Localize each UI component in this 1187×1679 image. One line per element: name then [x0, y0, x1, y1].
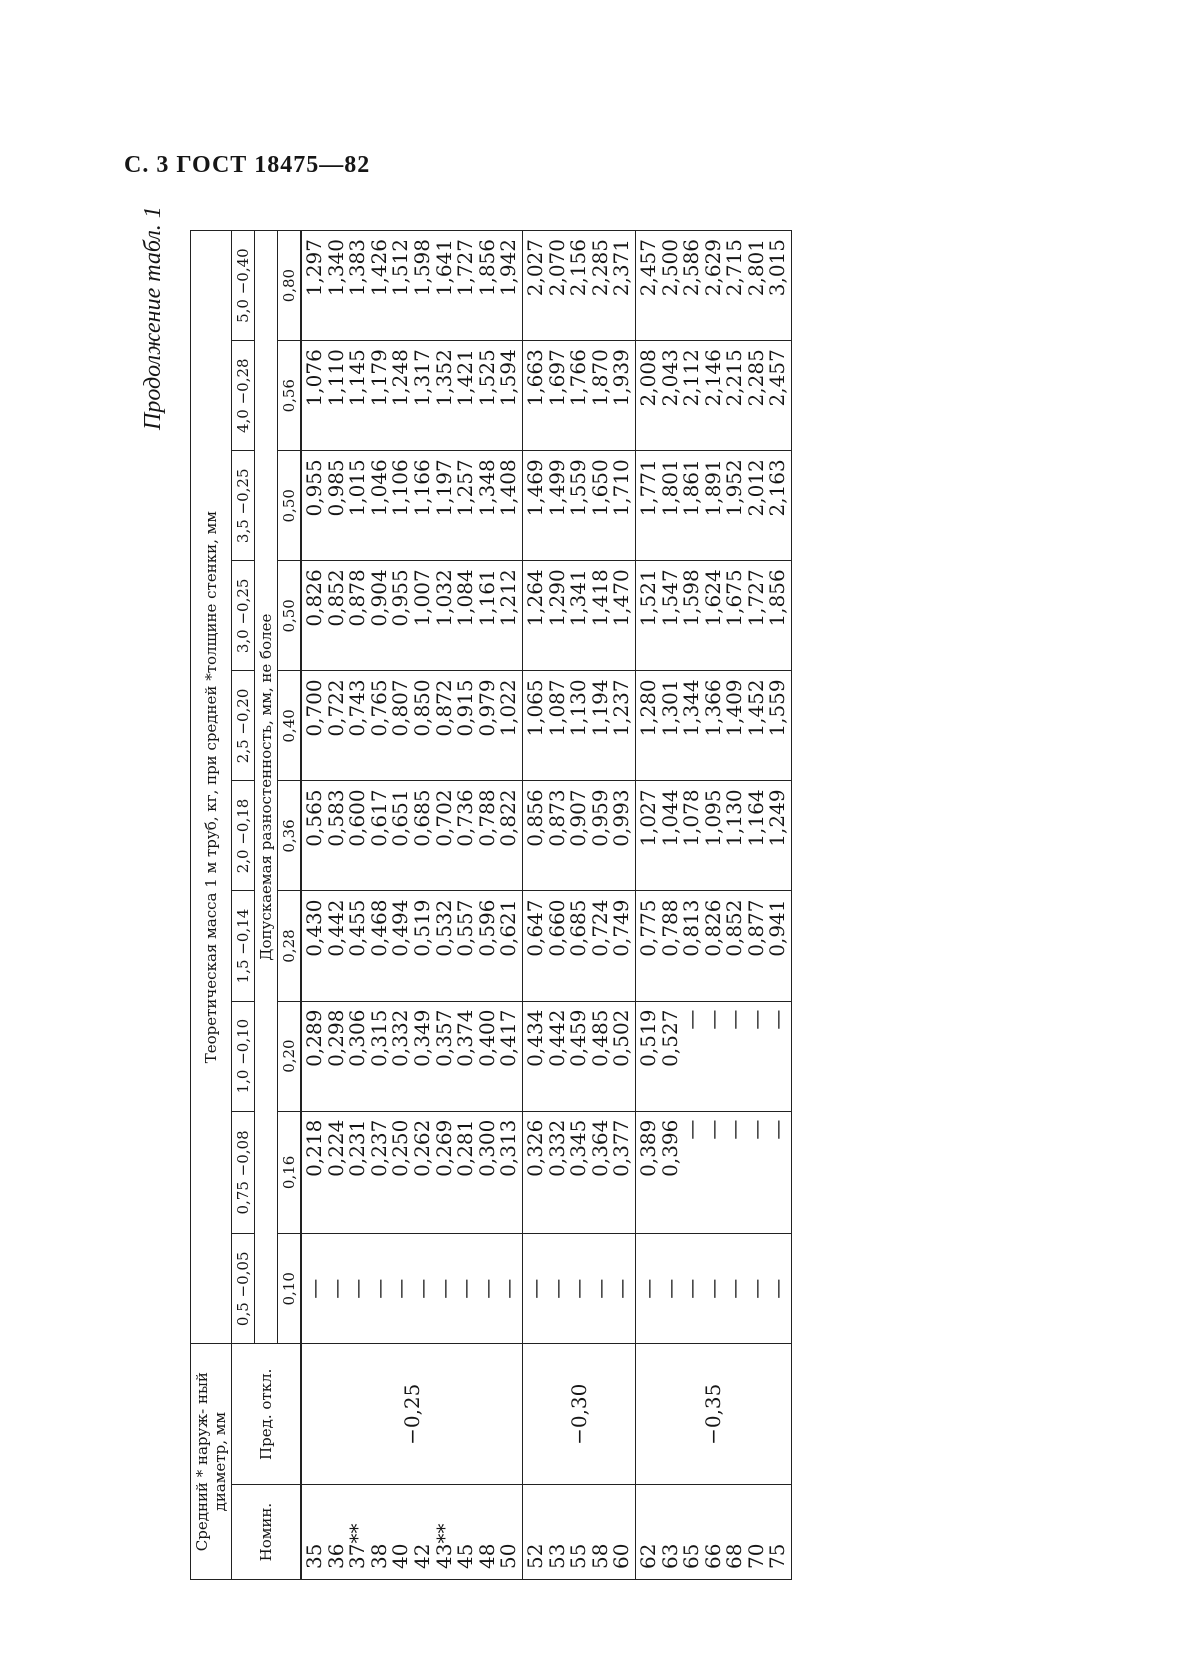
mass-column: 0,826 0,852 0,878 0,904 0,955 1,007 1,032 1,084 1,161 1,212	[301, 561, 522, 671]
mass-column: — — — — — — — — — —	[301, 1234, 522, 1344]
tolerance: −0,35	[635, 1344, 791, 1485]
page-header: С. 3 ГОСТ 18475—82	[124, 152, 371, 178]
table-row-group	[635, 231, 791, 1580]
mass-column: 1,280 1,301 1,344 1,366 1,409 1,452 1,559	[635, 671, 791, 781]
header-diff-value: 0,10	[278, 1234, 302, 1344]
mass-column: 0,434 0,442 0,459 0,485 0,502	[522, 1001, 635, 1111]
mass-column: 0,700 0,722 0,743 0,765 0,807 0,850 0,872 0,915 0,979 1,022	[301, 671, 522, 781]
mass-column: 0,326 0,332 0,345 0,364 0,377	[522, 1111, 635, 1234]
mass-column: 0,289 0,298 0,306 0,315 0,332 0,349 0,357 0,374 0,400 0,417	[301, 1001, 522, 1111]
mass-column: 0,430 0,442 0,455 0,468 0,494 0,519 0,532 0,557 0,596 0,621	[301, 891, 522, 1001]
header-diff-value: 0,80	[278, 231, 302, 341]
mass-column: 1,771 1,801 1,861 1,891 1,952 2,012 2,163	[635, 451, 791, 561]
header-wall: 1,0 −0,10	[232, 1001, 255, 1111]
mass-column: 1,065 1,087 1,130 1,194 1,237	[522, 671, 635, 781]
header-mass: Теоретическая масса 1 м труб, кг, при средней *толщине стенки, мм	[191, 231, 232, 1344]
tolerance: −0,25	[301, 1344, 522, 1485]
mass-column: 0,647 0,660 0,685 0,724 0,749	[522, 891, 635, 1001]
mass-column: — — — — — — —	[635, 1234, 791, 1344]
mass-column: 0,955 0,985 1,015 1,046 1,106 1,166 1,197 1,257 1,348 1,408	[301, 451, 522, 561]
header-wall: 5,0 −0,40	[232, 231, 255, 341]
header-diff-value: 0,28	[278, 891, 302, 1001]
mass-column: 0,389 0,396 — — — — —	[635, 1111, 791, 1234]
header-diff-value: 0,50	[278, 561, 302, 671]
nominal-diameters: 52 53 55 58 60	[522, 1485, 635, 1580]
header-diff-value: 0,16	[278, 1111, 302, 1234]
data-table	[190, 230, 792, 1580]
mass-column: 1,076 1,110 1,145 1,179 1,248 1,317 1,352 1,421 1,525 1,594	[301, 341, 522, 451]
mass-column: — — — — —	[522, 1234, 635, 1344]
header-wall: 3,0 −0,25	[232, 561, 255, 671]
header-diameter: Средний * наруж- ный диаметр, мм	[191, 1344, 232, 1580]
header-nom: Номин.	[232, 1485, 302, 1580]
table-row-group	[301, 231, 522, 1580]
header-wall: 0,75 −0,08	[232, 1111, 255, 1234]
header-wall: 2,5 −0,20	[232, 671, 255, 781]
mass-column: 0,565 0,583 0,600 0,617 0,651 0,685 0,702 0,736 0,788 0,822	[301, 781, 522, 891]
header-tol: Пред. откл.	[232, 1344, 302, 1485]
tolerance: −0,30	[522, 1344, 635, 1485]
nominal-diameters: 35 36 37** 38 40 42 43** 45 48 50	[301, 1485, 522, 1580]
mass-column: 2,457 2,500 2,586 2,629 2,715 2,801 3,015	[635, 231, 791, 341]
header-wall: 3,5 −0,25	[232, 451, 255, 561]
mass-column: 1,297 1,340 1,383 1,426 1,512 1,598 1,641 1,727 1,856 1,942	[301, 231, 522, 341]
mass-column: 0,775 0,788 0,813 0,826 0,852 0,877 0,941	[635, 891, 791, 1001]
rotated-table-block	[140, 206, 1090, 1580]
mass-column: 0,856 0,873 0,907 0,959 0,993	[522, 781, 635, 891]
mass-column: 1,469 1,499 1,559 1,650 1,710	[522, 451, 635, 561]
table-row-group	[522, 231, 635, 1580]
nominal-diameters: 62 63 65 66 68 70 75	[635, 1485, 791, 1580]
continuation-label: Продолжение табл. 1	[140, 206, 166, 430]
header-diff: Допускаемая разностенность, мм, не более	[255, 231, 278, 1344]
mass-column: 2,027 2,070 2,156 2,285 2,371	[522, 231, 635, 341]
mass-column: 1,521 1,547 1,598 1,624 1,675 1,727 1,856	[635, 561, 791, 671]
mass-column: 1,663 1,697 1,766 1,870 1,939	[522, 341, 635, 451]
header-diff-value: 0,20	[278, 1001, 302, 1111]
header-wall: 0,5 −0,05	[232, 1234, 255, 1344]
mass-column: 0,519 0,527 — — — — —	[635, 1001, 791, 1111]
header-wall: 1,5 −0,14	[232, 891, 255, 1001]
header-diff-value: 0,40	[278, 671, 302, 781]
mass-column: 1,027 1,044 1,078 1,095 1,130 1,164 1,249	[635, 781, 791, 891]
header-wall: 4,0 −0,28	[232, 341, 255, 451]
header-diff-value: 0,36	[278, 781, 302, 891]
header-diff-value: 0,50	[278, 451, 302, 561]
mass-column: 0,218 0,224 0,231 0,237 0,250 0,262 0,269 0,281 0,300 0,313	[301, 1111, 522, 1234]
header-wall: 2,0 −0,18	[232, 781, 255, 891]
mass-column: 1,264 1,290 1,341 1,418 1,470	[522, 561, 635, 671]
header-diff-value: 0,56	[278, 341, 302, 451]
mass-column: 2,008 2,043 2,112 2,146 2,215 2,285 2,457	[635, 341, 791, 451]
